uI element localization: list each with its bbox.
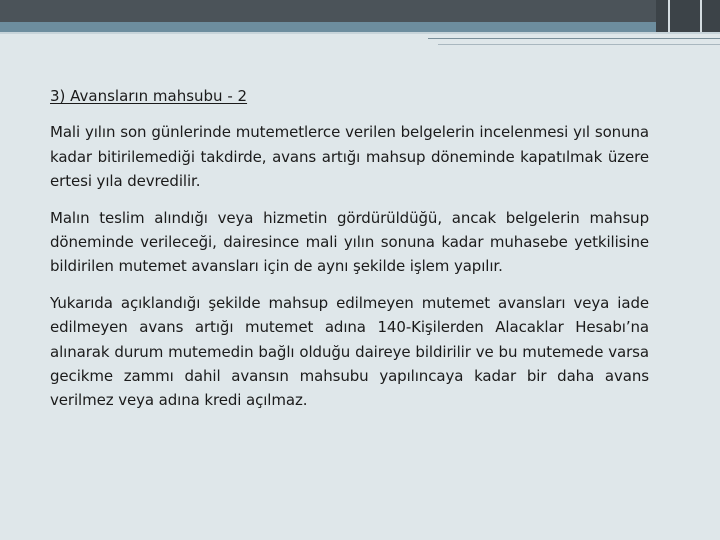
decorative-accent-line (428, 38, 720, 39)
top-dark-bar (0, 0, 720, 22)
top-teal-bar (0, 22, 720, 32)
paragraph-1: Mali yılın son günlerinde mutemetlerce verilen belgelerin incelenmesi yıl sonuna kadar bitirilemediği takdirde, avans artığı mahsup döneminde kapatılmak üzere ertesi yıla devredilir. (50, 123, 649, 191)
corner-divider-line (668, 0, 670, 32)
corner-divider-line (700, 0, 702, 32)
paragraph-2: Malın teslim alındığı veya hizmetin gördürüldüğü, ancak belgelerin mahsup döneminde verileceği, dairesince mali yılın sonuna kadar muhasebe yetkilisine bildirilen mutemet avansları için de aynı şekilde işlem yapılır. (50, 208, 649, 276)
top-light-line (0, 32, 720, 34)
paragraph-3: Yukarıda açıklandığı şekilde mahsup edilmeyen mutemet avansları veya iade edilmeyen avans artığı mutemet adına 140-Kişilerden Alacaklar Hesabı’na alınarak durum mutemedin bağlı olduğu daireye bildirilir ve bu mutemede varsa gecikme zammı dahil avansın mahsubu yapılıncaya kadar bir daha avans verilmez veya adına kredi açılmaz. (50, 293, 649, 410)
slide-heading: 3) Avansların mahsubu - 2 (50, 87, 248, 105)
decorative-accent-line (438, 44, 720, 45)
slide-content (50, 84, 649, 425)
top-right-corner-block (656, 0, 720, 32)
